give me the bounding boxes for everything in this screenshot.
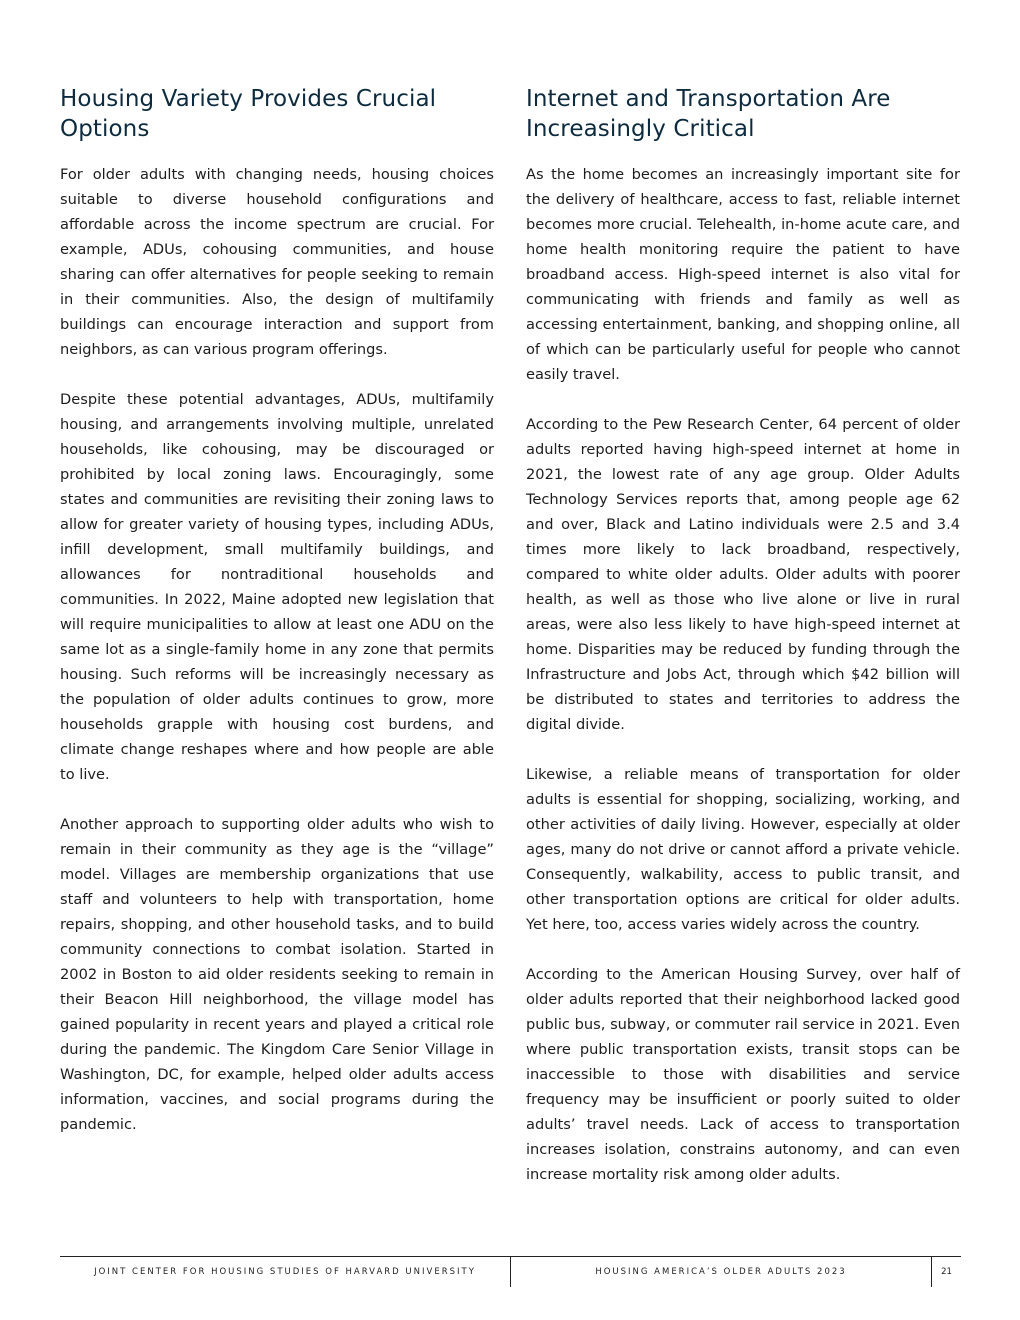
- paragraph: For older adults with changing needs, housing choices suitable to diverse household configurations and affordable across the income spectrum are crucial. For example, ADUs, cohousing communities, and house sharing can offer alternatives for people seeking to remain in their communities. Also, the design of multifamily buildings can encourage interaction and support from neighbors, as can various program offerings.: [60, 166, 494, 358]
- paragraph: Despite these potential advantages, ADUs, multifamily housing, and arrangements involving multiple, unrelated households, like cohousing, may be discouraged or prohibited by local zoning laws. Encouragingly, some states and communities are revisiting their zoning laws to allow for greater variety of housing types, including ADUs, infill development, small multifamily buildings, and allowances for nontraditional households and communities. In 2022, Maine adopted new legislation that will require municipalities to allow at least one ADU on the same lot as a single-family home in any zone that permits housing. Such reforms will be increasingly necessary as the population of older adults continues to grow, more households grapple with housing cost burdens, and climate change reshapes where and how people are able to live.: [60, 391, 494, 783]
- page-footer: [60, 1256, 961, 1287]
- right-column: [526, 84, 960, 1212]
- paragraph: Another approach to supporting older adults who wish to remain in their community as they age is the “village” model. Villages are membership organizations that use staff and volunteers to help with transportation, home repairs, shopping, and other household tasks, and to build community connections to combat isolation. Started in 2002 in Boston to aid older residents seeking to remain in their Beacon Hill neighborhood, the village model has gained popularity in recent years and played a critical role during the pandemic. The Kingdom Care Senior Village in Washington, DC, for example, helped older adults access information, vaccines, and social programs during the pandemic.: [60, 816, 494, 1133]
- footer-organization: JOINT CENTER FOR HOUSING STUDIES OF HARVARD UNIVERSITY: [60, 1257, 511, 1287]
- section-heading: Housing Variety Provides Crucial Options: [60, 86, 437, 142]
- paragraph: According to the Pew Research Center, 64 percent of older adults reported having high-speed internet at home in 2021, the lowest rate of any age group. Older Adults Technology Services reports that, among people age 62 and over, Black and Latino individuals were 2.5 and 3.4 times more likely to lack broadband, respectively, compared to white older adults. Older adults with poorer health, as well as those who live alone or live in rural areas, were also less likely to have high-speed internet at home. Disparities may be reduced by funding through the Infrastructure and Jobs Act, through which $42 billion will be distributed to states and territories to address the digital divide.: [526, 416, 960, 733]
- section-heading: Internet and Transportation Are Increasingly Critical: [526, 86, 891, 142]
- page-number: 21: [941, 1267, 952, 1277]
- paragraph: As the home becomes an increasingly important site for the delivery of healthcare, access to fast, reliable internet becomes more crucial. Telehealth, in-home acute care, and home health monitoring require the patient to have broadband access. High-speed internet is also vital for communicating with friends and family as well as accessing entertainment, banking, and shopping online, all of which can be particularly useful for people who cannot easily travel.: [526, 166, 960, 383]
- footer-report-title: HOUSING AMERICA’S OLDER ADULTS 2023: [511, 1257, 932, 1287]
- left-column: [60, 84, 494, 1162]
- paragraph: Likewise, a reliable means of transportation for older adults is essential for shopping, socializing, working, and other activities of daily living. However, especially at older ages, many do not drive or cannot afford a private vehicle. Consequently, walkability, access to public transit, and other transportation options are critical for older adults. Yet here, too, access varies widely across the country.: [526, 766, 960, 933]
- paragraph: According to the American Housing Survey, over half of older adults reported that their neighborhood lacked good public bus, subway, or commuter rail service in 2021. Even where public transportation exists, transit stops can be inaccessible to those with disabilities and service frequency may be insufficient or poorly suited to older adults’ travel needs. Lack of access to transportation increases isolation, constrains autonomy, and can even increase mortality risk among older adults.: [526, 966, 960, 1183]
